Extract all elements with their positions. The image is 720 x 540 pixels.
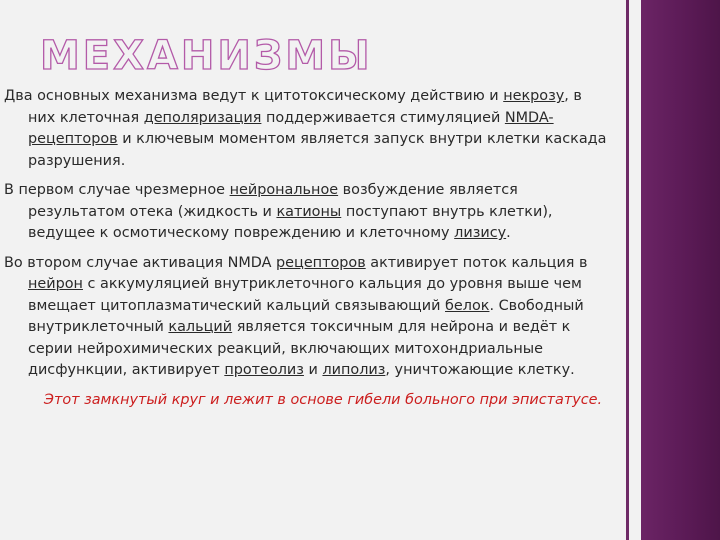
link-cations[interactable]: катионы bbox=[276, 203, 342, 220]
paragraph-3 bbox=[4, 253, 612, 382]
link-lysis[interactable]: лизису bbox=[454, 225, 507, 241]
slide-title: МЕХАНИЗМЫ bbox=[40, 33, 373, 79]
side-bar-thin bbox=[626, 0, 629, 540]
p1-text-1: Два основных механизма ведут к цитотоксическому действию и bbox=[4, 88, 504, 104]
footer-note: Этот замкнутый круг и лежит в основе гибели больного при эпистатусе. bbox=[43, 391, 603, 408]
link-protein[interactable]: белок bbox=[445, 297, 490, 314]
p3-text-6: и bbox=[303, 362, 323, 378]
link-receptors[interactable]: рецепторов bbox=[276, 254, 366, 271]
p3-text-1: Во втором случае активация NMDA bbox=[4, 254, 277, 271]
p2-text-3: поступают внутрь клетки), ведущее к осмотическому повреждению и клеточному bbox=[28, 203, 553, 241]
link-necrosis[interactable]: некрозу bbox=[503, 88, 565, 104]
link-calcium[interactable]: кальций bbox=[168, 319, 233, 335]
paragraph-2 bbox=[4, 180, 612, 245]
slide-content bbox=[4, 86, 612, 411]
p3-text-7: , уничтожающие клетку. bbox=[385, 362, 575, 378]
link-depolarization[interactable]: деполяризация bbox=[143, 109, 262, 126]
p2-text-1: В первом случае чрезмерное bbox=[4, 182, 230, 198]
p1-text-2: , в них клеточная bbox=[28, 88, 582, 126]
link-lipolysis[interactable]: липолиз bbox=[322, 362, 386, 378]
p3-text-2: активирует поток кальция в bbox=[365, 254, 588, 271]
p3-text-4: . Свободный внутриклеточный bbox=[28, 297, 584, 335]
side-bar-wide bbox=[641, 0, 720, 540]
p3-text-5: является токсичным для нейрона и ведёт к серии нейрохимических реакций, включающих митохондриальные дисфункции, активирует bbox=[28, 319, 571, 378]
p2-text-2: возбуждение является результатом отека (жидкость и bbox=[28, 182, 518, 220]
link-proteolysis[interactable]: протеолиз bbox=[224, 362, 304, 378]
link-nmda-receptors[interactable]: NMDA-рецепторов bbox=[28, 109, 554, 147]
p3-text-3: с аккумуляцией внутриклеточного кальция до уровня выше чем вмещает цитоплазматический кальций связывающий bbox=[28, 276, 582, 314]
p2-text-4: . bbox=[506, 225, 511, 241]
link-neuron[interactable]: нейрон bbox=[28, 276, 83, 292]
paragraph-1 bbox=[4, 86, 612, 172]
link-neuronal[interactable]: нейрональное bbox=[229, 182, 339, 198]
p1-text-4: и ключевым моментом является запуск внутри клетки каскада разрушения. bbox=[28, 131, 607, 169]
p1-text-3: поддерживается стимуляцией bbox=[261, 109, 505, 126]
